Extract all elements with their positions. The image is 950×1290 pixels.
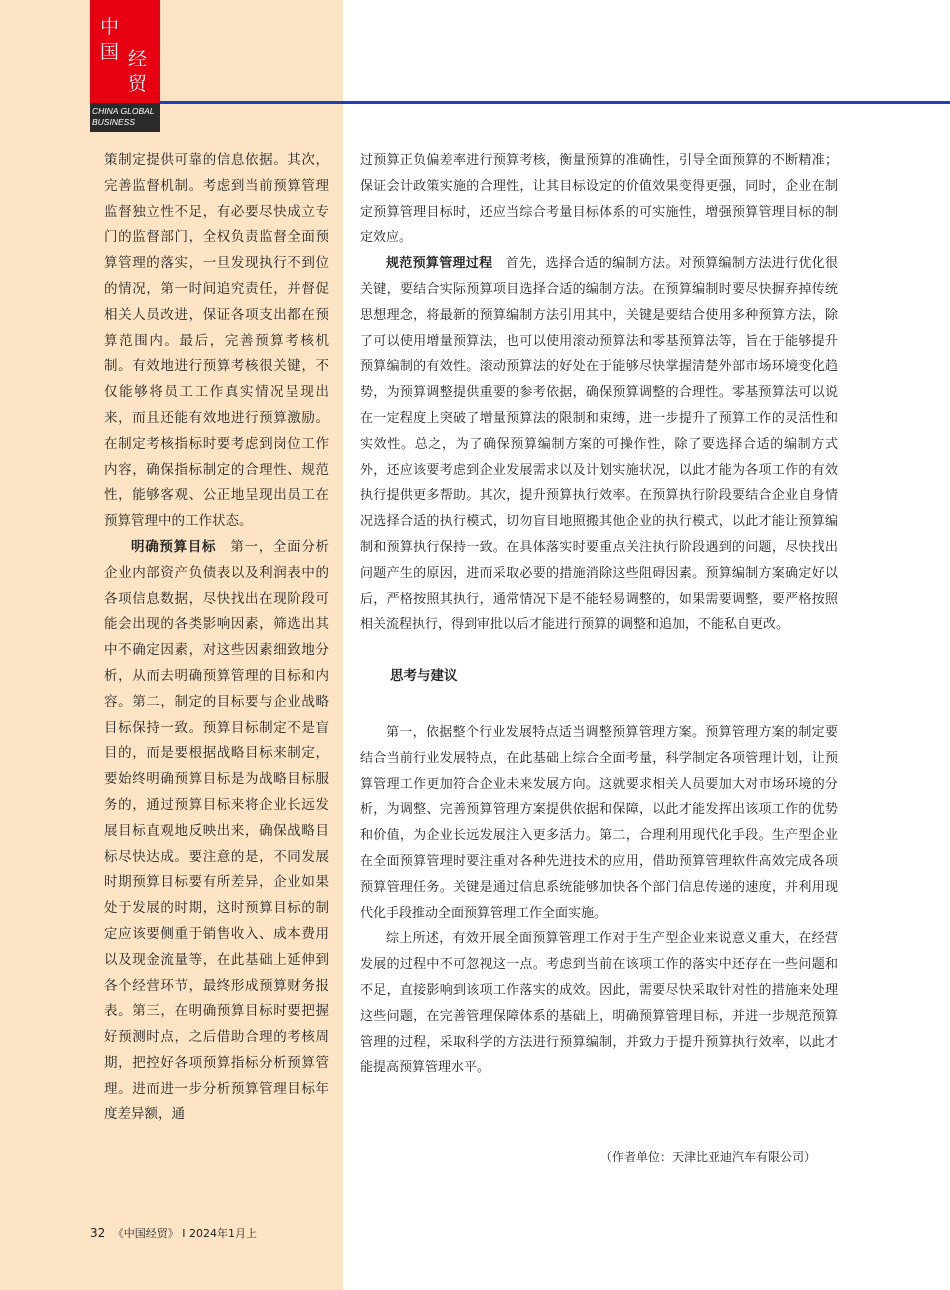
left-paragraph-2-body: 第一，全面分析企业内部资产负债表以及利润表中的各项信息数据，尽快找出在现阶段可能会出现的各类影响因素，筛选出其中不确定因素，对这些因素细致地分析，从而去明确预算管理的目标和内容。第二，制定的目标要与企业战略目标保持一致。预算目标制定不是盲目的，而是要根据战略目标来制定，要始终明确预算目标是为战略目标服务的，通过预算目标来将企业长远发展目标直观地反映出来，确保战略目标尽快达成。要注意的是，不同发展时期预算目标要有所差异，企业如果处于发展的时期，这时预算目标的制定应该要侧重于销售收入、成本费用以及现金流量等，在此基础上延伸到各个经营环节，最终形成预算财务报表。第三，在明确预算目标时要把握好预测时点，之后借助合理的考核周期，把控好各项预算指标分析预算管理。进而进一步分析预算管理目标年度差异额，通 [104, 538, 330, 1123]
page-number: 32 [90, 1226, 106, 1240]
page-footer [90, 1225, 257, 1241]
header-rule [160, 101, 950, 104]
footer-separator: I [182, 1227, 186, 1240]
logo-char-mao: 贸 [128, 73, 148, 95]
logo-char-zhong: 中 [100, 16, 120, 38]
left-paragraph-2 [104, 535, 329, 1128]
footer-journal: 《中国经贸》 [112, 1227, 179, 1240]
logo-english-block [90, 103, 160, 132]
author-affiliation: （作者单位：天津比亚迪汽车有限公司） [600, 1150, 817, 1164]
subheading-clarify-budget-goals: 明确预算目标 [131, 538, 217, 555]
right-text-column [360, 148, 838, 1081]
logo-red-block [90, 0, 160, 103]
section-heading-thoughts: 思考与建议 [390, 668, 458, 685]
footer-issue: 2024年1月上 [189, 1227, 258, 1240]
right-paragraph-2 [360, 251, 838, 638]
left-text-column [104, 148, 329, 1128]
journal-logo [90, 0, 160, 132]
logo-english-line-2: BUSINESS [92, 117, 135, 127]
left-paragraph-1: 策制定提供可靠的信息依据。其次，完善监督机制。考虑到当前预算管理监督独立性不足，有必要尽快成立专门的监督部门，全权负责监督全面预算管理的落实，一旦发现执行不到位的情况，第一时间追究责任，并督促相关人员改进，保证各项支出都在预算范围内。最后，完善预算考核机制。有效地进行预算考核很关键，不仅能够将员工工作真实情况呈现出来，而且还能有效地进行预算激励。在制定考核指标时要考虑到岗位工作内容，确保指标制定的合理性、规范性，能够客观、公正地呈现出员工在预算管理中的工作状态。 [104, 152, 329, 530]
logo-char-jing: 经 [128, 48, 148, 70]
right-paragraph-2-body: 首先，选择合适的编制方法。对预算编制方法进行优化很关键，要结合实际预算项目选择合适的编制方法。在预算编制时要尽快摒弃掉传统思想理念，将最新的预算编制方法引用其中，关键是要结合使用多种预算方法，除了可以使用增量预算法，也可以使用滚动预算法和零基预算法等，旨在于能够提升预算编制的有效性。滚动预算法的好处在于能够尽快掌握清楚外部市场环境变化趋势，为预算调整提供重要的参考依据，确保预算调整的合理性。零基预算法可以说在一定程度上突破了增量预算法的限制和束缚，进一步提升了预算工作的灵活性和实效性。总之，为了确保预算编制方案的可操作性，除了要选择合适的编制方式外，还应该要考虑到企业发展需求以及计划实施状况，以此才能为各项工作的有效执行提供更多帮助。其次，提升预算执行效率。在预算执行阶段要结合企业自身情况选择合适的执行模式，切勿盲目地照搬其他企业的执行模式，以此才能让预算编制和预算执行保持一致。在具体落实时要重点关注执行阶段遇到的问题，尽快找出问题产生的原因，进而采取必要的措施消除这些阻碍因素。预算编制方案确定好以后，严格按照其执行，通常情况下是不能轻易调整的，如果需要调整，要严格按照相关流程执行，得到审批以后才能进行预算的调整和追加，不能私自更改。 [360, 256, 838, 633]
right-paragraph-1: 过预算正负偏差率进行预算考核，衡量预算的准确性，引导全面预算的不断精准；保证会计政策实施的合理性，让其目标设定的价值效果变得更强，同时，企业在制定预算管理目标时，还应当综合考量目标体系的可实施性，增强预算管理目标的制定效应。 [360, 153, 838, 246]
logo-char-guo: 国 [100, 41, 120, 63]
right-paragraph-3: 第一，依据整个行业发展特点适当调整预算管理方案。预算管理方案的制定要结合当前行业发展特点，在此基础上综合全面考量，科学制定各项管理计划，让预算管理工作更加符合企业未来发展方向。这就要求相关人员要加大对市场环境的分析，为调整、完善预算管理方案提供依据和保障，以此才能发挥出该项工作的优势和价值，为企业长远发展注入更多活力。第二，合理利用现代化手段。生产型企业在全面预算管理时要注重对各种先进技术的应用，借助预算管理软件高效完成各项预算管理任务。关键是通过信息系统能够加快各个部门信息传递的速度，并利用现代化手段推动全面预算管理工作全面实施。 [360, 724, 838, 921]
subheading-standardize-process: 规范预算管理过程 [386, 256, 493, 272]
logo-english-line-1: CHINA GLOBAL [92, 106, 155, 116]
right-paragraph-4: 综上所述，有效开展全面预算管理工作对于生产型企业来说意义重大，在经营发展的过程中不可忽视这一点。考虑到当前在该项工作的落实中还存在一些问题和不足，直接影响到该项工作落实的成效。因此，需要尽快采取针对性的措施来处理这些问题，在完善管理保障体系的基础上，明确预算管理目标，并进一步规范预算管理的过程，采取科学的方法进行预算编制，并致力于提升预算执行效率，以此才能提高预算管理水平。 [360, 931, 838, 1076]
